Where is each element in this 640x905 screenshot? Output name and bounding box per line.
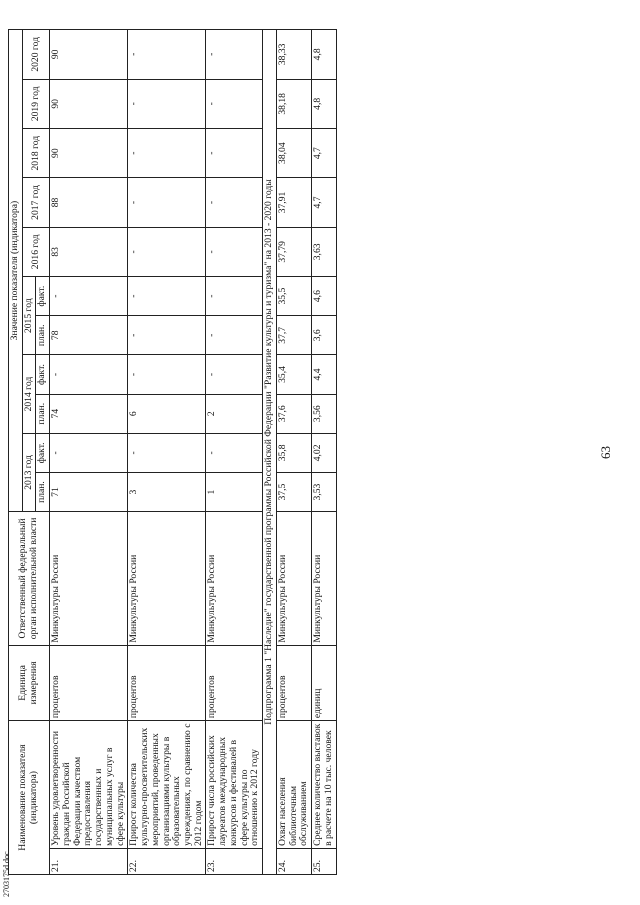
table-row (50, 30, 128, 875)
header-2017: 2017 год (22, 178, 49, 227)
indicator-name: Среднее количество выставок в расчете на 10 тыс. человек (312, 721, 336, 849)
value-2016: 83 (50, 227, 128, 276)
value-2013-fact: 35,8 (276, 433, 311, 472)
value-2014-fact: - (206, 355, 263, 394)
unit-cell: процентов (50, 645, 128, 720)
value-2017: 37,91 (276, 178, 311, 227)
table-row (128, 30, 206, 875)
value-2013-plan: 1 (206, 472, 263, 511)
value-2014-plan: 74 (50, 394, 128, 433)
file-footer: 2703175d.doc (2, 851, 11, 897)
value-2019: 4,8 (312, 79, 336, 128)
value-2020: 90 (50, 30, 128, 80)
row-number: 21. (50, 848, 128, 874)
value-2017: 88 (50, 178, 128, 227)
header-plan: план. (36, 472, 50, 511)
value-2019: 90 (50, 79, 128, 128)
header-fact: факт. (36, 277, 50, 316)
value-2015-fact: 35,5 (276, 277, 311, 316)
value-2019: - (128, 79, 206, 128)
value-2013-plan: 71 (50, 472, 128, 511)
value-2016: - (128, 227, 206, 276)
table-row (276, 30, 311, 875)
indicators-table (8, 29, 337, 875)
value-2015-plan: - (128, 316, 206, 355)
value-2019: - (206, 79, 263, 128)
value-2020: - (206, 30, 263, 80)
value-2016: 37,79 (276, 227, 311, 276)
value-2014-plan: 6 (128, 394, 206, 433)
header-unit: Единица измерения (9, 645, 50, 720)
value-2014-fact: - (50, 355, 128, 394)
value-2017: - (206, 178, 263, 227)
authority-cell: Минкультуры России (206, 512, 263, 646)
header-2016: 2016 год (22, 227, 49, 276)
value-2013-fact: - (206, 433, 263, 472)
value-2014-fact: 35,4 (276, 355, 311, 394)
indicator-name: Уровень удовлетворенности граждан Российской Федерации качеством предоставления государственных и муниципальных услуг в сфере культуры (50, 721, 128, 849)
value-2016: 3,63 (312, 227, 336, 276)
header-2013: 2013 год (22, 433, 36, 511)
header-fact: факт. (36, 355, 50, 394)
value-2013-fact: - (50, 433, 128, 472)
value-2013-fact: 4,02 (312, 433, 336, 472)
value-2014-fact: 4,4 (312, 355, 336, 394)
subprogram-row (263, 30, 277, 875)
value-2015-fact: - (50, 277, 128, 316)
value-2014-fact: - (128, 355, 206, 394)
value-2015-plan: 37,7 (276, 316, 311, 355)
header-authority: Ответственный федеральный орган исполнительной власти (9, 512, 50, 646)
authority-cell: Минкультуры России (128, 512, 206, 646)
value-2018: 38,04 (276, 128, 311, 177)
value-2020: - (128, 30, 206, 80)
value-2019: 38,18 (276, 79, 311, 128)
authority-cell: Минкультуры России (276, 512, 311, 646)
header-2019: 2019 год (22, 79, 49, 128)
value-2013-plan: 37,5 (276, 472, 311, 511)
header-values: Значение показателя (индикатора) (9, 30, 23, 512)
value-2015-fact: 4,6 (312, 277, 336, 316)
value-2018: - (206, 128, 263, 177)
header-2018: 2018 год (22, 128, 49, 177)
value-2014-plan: 2 (206, 394, 263, 433)
header-2020: 2020 год (22, 30, 49, 80)
value-2018: - (128, 128, 206, 177)
indicator-name: Прирост числа российских лауреатов международных конкурсов и фестивалей в сфере культуры по отношению к 2012 году (206, 721, 263, 849)
unit-cell: процентов (206, 645, 263, 720)
value-2018: 90 (50, 128, 128, 177)
value-2015-plan: - (206, 316, 263, 355)
indicator-name: Прирост количества культурно-просветительских мероприятий, проведенных организациями культуры в образовательных учреждениях, по сравнению с 2012 годом (128, 721, 206, 849)
table-row (312, 30, 336, 875)
header-fact: факт. (36, 433, 50, 472)
header-2014: 2014 год (22, 355, 36, 433)
value-2017: 4,7 (312, 178, 336, 227)
value-2015-plan: 3,6 (312, 316, 336, 355)
header-name: Наименование показателя (индикатора) (9, 721, 50, 875)
value-2015-fact: - (206, 277, 263, 316)
authority-cell: Минкультуры России (50, 512, 128, 646)
value-2015-plan: 78 (50, 316, 128, 355)
page-number: 63 (598, 446, 613, 459)
row-number: 24. (276, 848, 311, 874)
table-row (206, 30, 263, 875)
value-2020: 38,33 (276, 30, 311, 80)
value-2013-plan: 3 (128, 472, 206, 511)
value-2013-plan: 3,53 (312, 472, 336, 511)
value-2018: 4,7 (312, 128, 336, 177)
authority-cell: Минкультуры России (312, 512, 336, 646)
header-plan: план. (36, 394, 50, 433)
unit-cell: процентов (276, 645, 311, 720)
value-2014-plan: 3,56 (312, 394, 336, 433)
value-2015-fact: - (128, 277, 206, 316)
unit-cell: единиц (312, 645, 336, 720)
value-2013-fact: - (128, 433, 206, 472)
value-2020: 4,8 (312, 30, 336, 80)
subprogram-heading: Подпрограмма 1 "Наследие" государственной программы Российской Федерации "Развитие культуры и туризма" на 2013 - 2020 годы (263, 30, 277, 875)
header-plan: план. (36, 316, 50, 355)
unit-cell: процентов (128, 645, 206, 720)
value-2016: - (206, 227, 263, 276)
row-number: 25. (312, 848, 336, 874)
row-number: 23. (206, 848, 263, 874)
header-2015: 2015 год (22, 277, 36, 355)
value-2014-plan: 37,6 (276, 394, 311, 433)
value-2017: - (128, 178, 206, 227)
indicator-name: Охват населения библиотечным обслуживанием (276, 721, 311, 849)
row-number: 22. (128, 848, 206, 874)
